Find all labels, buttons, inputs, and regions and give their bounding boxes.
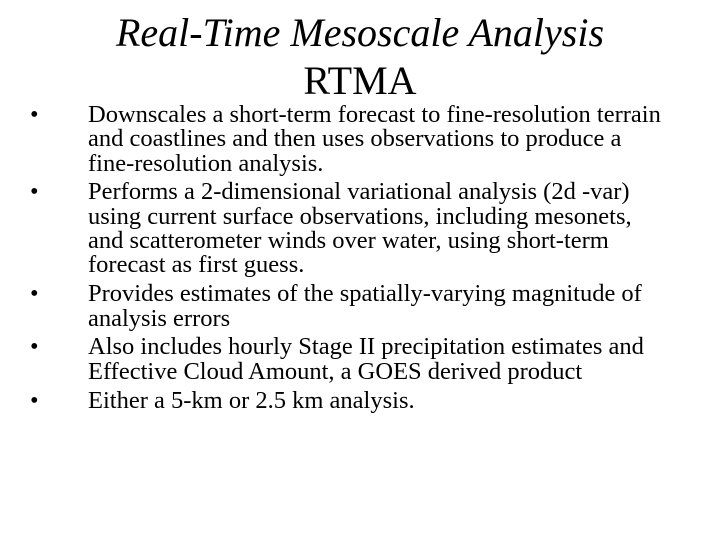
slide-title: Real-Time Mesoscale Analysis bbox=[115, 10, 605, 55]
bullet-item bbox=[30, 386, 670, 414]
bullet-item bbox=[30, 335, 670, 384]
bullet-icon: • bbox=[30, 333, 39, 361]
bullet-text: Also includes hourly Stage II precipitation estimates and Effective Cloud Amount, a GOES derived product bbox=[88, 333, 644, 385]
bullet-item bbox=[30, 180, 670, 277]
bullet-icon: • bbox=[30, 386, 39, 414]
bullet-icon: • bbox=[30, 178, 39, 206]
slide-subtitle: RTMA bbox=[303, 58, 417, 103]
bullet-text: Downscales a short-term forecast to fine-resolution terrain and coastlines and then uses observations to produce a fine-resolution analysis. bbox=[88, 101, 661, 177]
bullet-icon: • bbox=[30, 280, 39, 308]
bullet-icon: • bbox=[30, 101, 39, 128]
bullet-text: Performs a 2-dimensional variational analysis (2d -var) using current surface observations, including mesonets, and scatterometer winds over water, using short-term forecast as first guess. bbox=[88, 178, 632, 279]
bullet-list bbox=[30, 103, 670, 418]
bullet-text: Provides estimates of the spatially-varying magnitude of analysis errors bbox=[88, 280, 642, 332]
bullet-text: Either a 5-km or 2.5 km analysis. bbox=[88, 386, 415, 414]
bullet-item bbox=[30, 103, 670, 176]
bullet-item bbox=[30, 282, 670, 331]
